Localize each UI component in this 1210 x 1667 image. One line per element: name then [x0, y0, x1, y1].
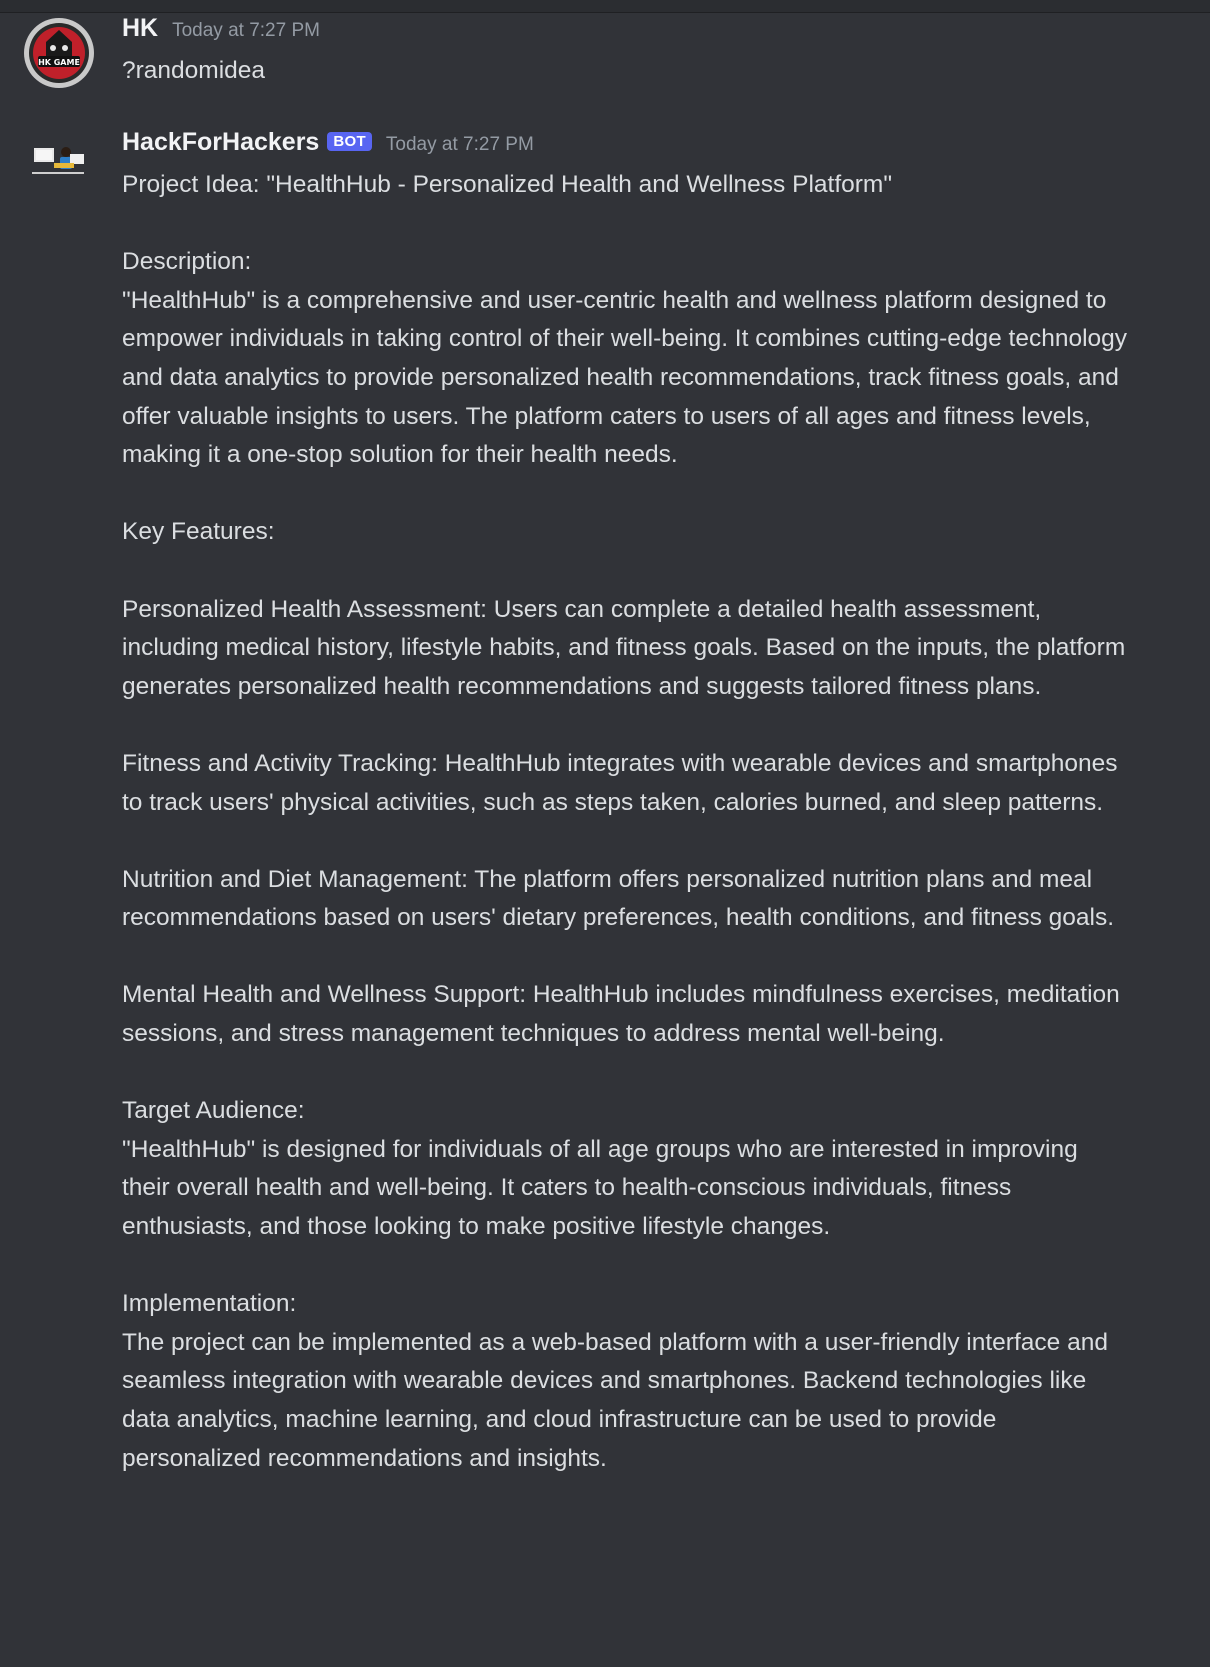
- message-paragraph: The project can be implemented as a web-based platform with a user-friendly interface and seamless integration with wearable devices and smartphones. Backend technologies like data analytics, machine learning, and cloud infrastructure can be used to provide personalized recommendations and insights.: [122, 1328, 1108, 1472]
- message-paragraph: Implementation:: [122, 1290, 297, 1318]
- channel-top-border: [0, 0, 1210, 13]
- message-paragraph: Fitness and Activity Tracking: HealthHub integrates with wearable devices and smartphones to track users' physical activities, such as steps taken, calories burned, and sleep patterns.: [122, 749, 1118, 816]
- paragraph-spacer: [122, 822, 1132, 861]
- paragraph-spacer: [122, 205, 1132, 244]
- message-content: [122, 52, 1132, 91]
- hackforhackers-avatar-icon[interactable]: [24, 132, 94, 202]
- timestamp: Today at 7:27 PM: [385, 134, 534, 155]
- username[interactable]: HK: [122, 14, 159, 42]
- message-content: [122, 166, 1132, 1478]
- paragraph-spacer: [122, 706, 1132, 745]
- message-paragraph: Nutrition and Diet Management: The platform offers personalized nutrition plans and meal recommendations based on users' dietary preferences, health conditions, and fitness goals.: [122, 865, 1115, 932]
- paragraph-spacer: [122, 475, 1132, 514]
- paragraph-spacer: [122, 552, 1132, 591]
- message-header: [122, 128, 534, 157]
- message-paragraph: Project Idea: "HealthHub - Personalized Health and Wellness Platform": [122, 171, 893, 198]
- username[interactable]: HackForHackers: [122, 128, 320, 156]
- hk-game-avatar-icon[interactable]: [24, 18, 94, 88]
- message-paragraph: Key Features:: [122, 518, 275, 546]
- message-paragraph: Mental Health and Wellness Support: HealthHub includes mindfulness exercises, meditation sessions, and stress management techniques to address mental well-being.: [122, 981, 1120, 1048]
- message-paragraph: Target Audience:: [122, 1097, 305, 1125]
- message-text: ?randomidea: [122, 57, 266, 84]
- paragraph-spacer: [122, 1247, 1132, 1286]
- message-paragraph: Description:: [122, 248, 252, 276]
- svg-text:HK GAME: HK GAME: [38, 58, 80, 67]
- bot-badge: BOT: [327, 132, 372, 151]
- message-paragraph: "HealthHub" is a comprehensive and user-centric health and wellness platform designed to empower individuals in taking control of their well-being. It combines cutting-edge technology and data analytics to provide personalized health recommendations, track fitness goals, and offer valuable insights to users. The platform caters to users of all ages and fitness levels, making it a one-stop solution for their health needs.: [122, 286, 1128, 469]
- message-paragraph: "HealthHub" is designed for individuals of all age groups who are interested in improving their overall health and well-being. It caters to health-conscious individuals, fitness enthusiasts, and those looking to make positive lifestyle changes.: [122, 1135, 1078, 1241]
- message-paragraph: Personalized Health Assessment: Users can complete a detailed health assessment, including medical history, lifestyle habits, and fitness goals. Based on the inputs, the platform generates personalized health recommendations and suggests tailored fitness plans.: [122, 595, 1126, 700]
- paragraph-spacer: [122, 1054, 1132, 1093]
- message-header: [122, 14, 320, 43]
- paragraph-spacer: [122, 938, 1132, 977]
- timestamp: Today at 7:27 PM: [172, 20, 320, 41]
